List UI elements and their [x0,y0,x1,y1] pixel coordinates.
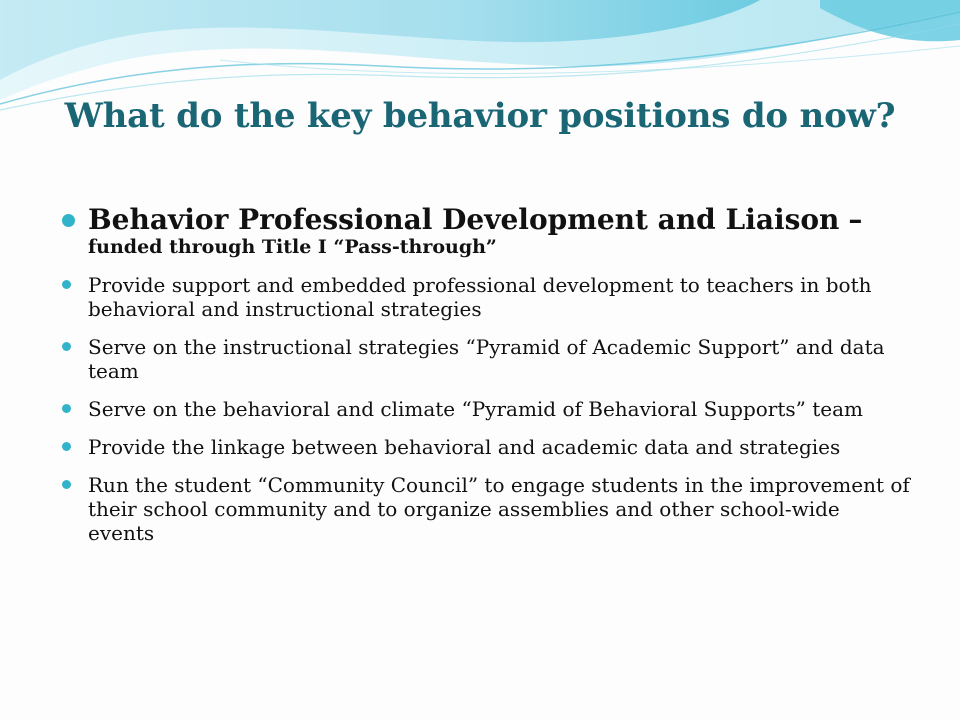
list-item-text: Provide the linkage between behavioral and academic data and strategies [88,435,841,459]
list-item-text: Provide support and embedded professional development to teachers in both behavioral and instructional strategies [88,273,872,321]
slide-title: What do the key behavior positions do now? [64,96,896,136]
list-item [62,397,912,421]
main-bullet-subtitle: funded through Title I “Pass-through” [88,236,497,258]
main-bullet-item [62,205,912,259]
bullet-dot-icon [62,214,75,227]
bullet-dot-icon [62,280,71,289]
bullet-dot-icon [62,404,71,413]
list-item [62,335,912,383]
bullet-dot-icon [62,342,71,351]
list-item-text: Serve on the behavioral and climate “Pyramid of Behavioral Supports” team [88,397,864,421]
list-item [62,473,912,545]
main-bullet-heading: Behavior Professional Development and Liaison [88,203,840,236]
list-item [62,435,912,459]
list-item [62,273,912,321]
bullet-dot-icon [62,442,71,451]
bullet-list [62,205,912,559]
bullet-dot-icon [62,480,71,489]
list-item-text: Run the student “Community Council” to engage students in the improvement of their school community and to organize assemblies and other school-wide events [88,473,910,545]
main-bullet-dash: – [848,203,863,236]
list-item-text: Serve on the instructional strategies “Pyramid of Academic Support” and data team [88,335,885,383]
